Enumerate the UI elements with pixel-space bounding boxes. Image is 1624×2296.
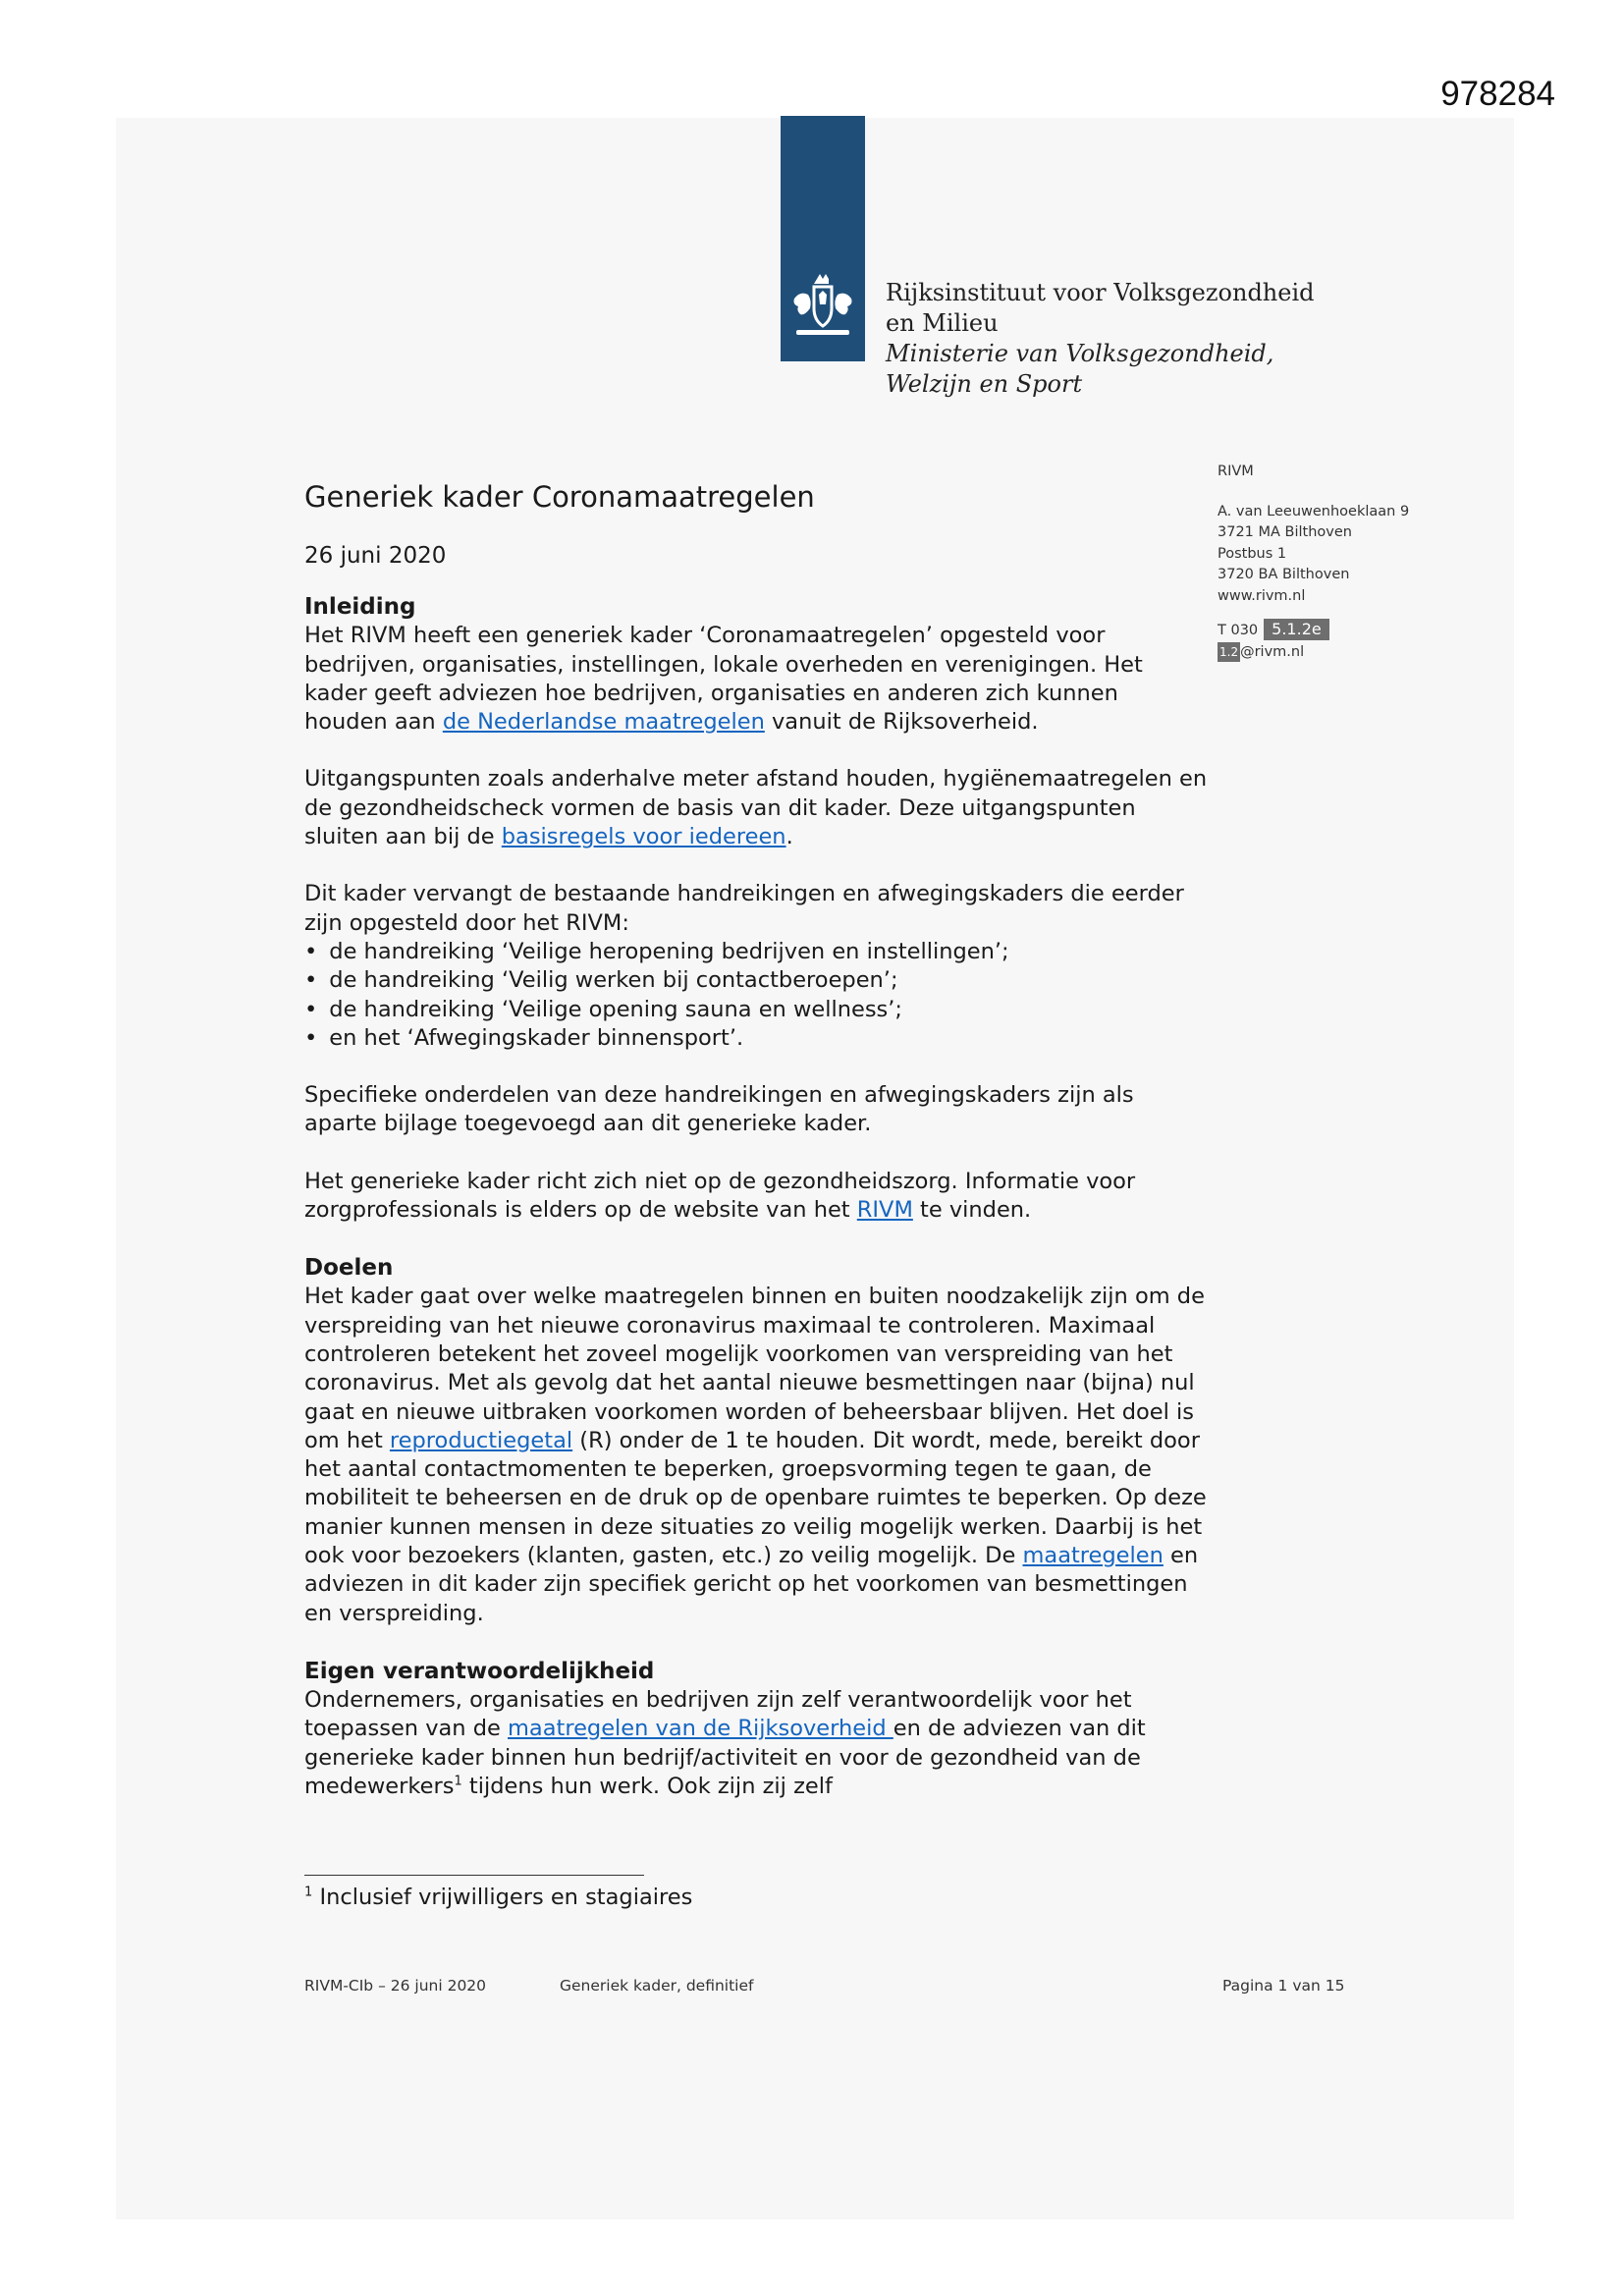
document-title: Generiek kader Coronamaatregelen [304,480,815,514]
list-item: • en het ‘Afwegingskader binnensport’. [304,1024,1208,1053]
list-item: • de handreiking ‘Veilige heropening bedrijven en instellingen’; [304,938,1208,966]
document-id: 978284 [1440,75,1555,113]
paragraph: Uitgangspunten zoals anderhalve meter afstand houden, hygiënemaatregelen en de gezondheidscheck vormen de basis van dit kader. Deze uitgangspunten sluiten aan bij de basisregels voor iedereen. [304,766,1208,850]
link-basisregels[interactable]: basisregels voor iedereen [501,824,786,850]
footer-center: Generiek kader, definitief [560,1977,754,1995]
address-line: 3721 MA Bilthoven [1218,524,1352,540]
email-line [1218,642,1409,664]
institute-name-line2: en Milieu [886,309,999,337]
paragraph: Specifieke onderdelen van deze handreikingen en afwegingskaders zijn als aparte bijlage toegevoegd aan dit generieke kader. [304,1082,1134,1137]
handreikingen-list [304,938,1208,1053]
phone-prefix: T 030 [1218,623,1259,638]
footnote-number: 1 [304,1885,313,1900]
paragraph: Het RIVM heeft een generiek kader ‘Coronamaatregelen’ opgesteld voor bedrijven, organisaties, instellingen, lokale overheden en verenigingen. Het kader geeft adviezen hoe bedrijven, organisaties en anderen zich kunnen houden aan de Nederlandse maatregelen vanuit de Rijksoverheid. [304,623,1143,736]
website-line: www.rivm.nl [1218,587,1306,604]
document-body [304,479,1208,1830]
footnote-text: Inclusief vrijwilligers en stagiaires [319,1885,693,1910]
footnote [304,1883,692,1912]
government-logo-bar [781,116,865,361]
phone-line [1218,619,1409,642]
list-item: • de handreiking ‘Veilige opening sauna en wellness’; [304,996,1208,1024]
section-heading-inleiding: Inleiding [304,594,416,621]
list-item: • de handreiking ‘Veilig werken bij contactberoepen’; [304,966,1208,995]
section-heading-eigen-verantwoordelijkheid: Eigen verantwoordelijkheid [304,1658,655,1684]
institute-name-block [886,278,1315,400]
institute-name-line1: Rijksinstituut voor Volksgezondheid [886,279,1315,306]
ministry-name-line2: Welzijn en Sport [886,370,1083,398]
section-heading-doelen: Doelen [304,1255,394,1282]
footnote-marker[interactable]: 1 [454,1774,462,1789]
link-maatregelen-rijksoverheid[interactable]: maatregelen van de Rijksoverheid [508,1716,893,1742]
paragraph: Ondernemers, organisaties en bedrijven zijn zelf verantwoordelijk voor het toepassen van de maatregelen van de Rijksoverheid en de adviezen van dit generieke kader binnen hun bedrijf/activiteit en voor de gezondheid van de medewerkers$^1$ tijdens hun werk. Ook zijn zij zelf [304,1686,1146,1799]
paragraph: Het generieke kader richt zich niet op de gezondheidszorg. Informatie voor zorgprofessionals is elders op de website van het RIVM te vinden. [304,1168,1136,1224]
paragraph: Het kader gaat over welke maatregelen binnen en buiten noodzakelijk zijn om de verspreiding van het nieuwe coronavirus maximaal te controleren. Maximaal controleren betekent het zoveel mogelijk voorkomen van verspreiding van het coronavirus. Met als gevolg dat het aantal nieuwe besmettingen naar (bijna) nul gaat en nieuwe uitbraken voorkomen worden of beheersbaar blijven. Het doel is om het reproductiegetal (R) onder de 1 te houden. Dit wordt, mede, bereikt door het aantal contactmomenten te beperken, groepsvorming tegen te gaan, de mobiliteit te beheersen en de druk op de openbare ruimtes te beperken. Op deze manier kunnen mensen in deze situaties zo veilig mogelijk werken. Daarbij is het ook voor bezoekers (klanten, gasten, etc.) zo veilig mogelijk. De maatregelen en adviezen in dit kader zijn specifiek gericht op het voorkomen van besmettingen en verspreiding. [304,1284,1207,1626]
link-nederlandse-maatregelen[interactable]: de Nederlandse maatregelen [442,709,765,736]
address-line: Postbus 1 [1218,545,1287,562]
ministry-name-line1: Ministerie van Volksgezondheid, [886,340,1274,367]
address-line: 3720 BA Bilthoven [1218,567,1350,582]
link-rivm[interactable]: RIVM [856,1197,913,1224]
footnote-divider [304,1875,644,1876]
coat-of-arms-icon [788,273,857,342]
link-reproductiegetal[interactable]: reproductiegetal [389,1427,573,1453]
address-line: A. van Leeuwenhoeklaan 9 [1218,503,1410,519]
paragraph: Dit kader vervangt de bestaande handreikingen en afwegingskaders die eerder zijn opgesteld door het RIVM: [304,881,1184,936]
phone-redaction: 5.1.2e [1264,619,1329,640]
sender-org: RIVM [1218,464,1254,479]
email-suffix: @rivm.nl [1240,643,1305,660]
link-maatregelen[interactable]: maatregelen [1022,1543,1164,1569]
sender-address-block [1218,462,1409,663]
email-redaction: 1.2 [1218,642,1240,662]
footer-page-number: Pagina 1 van 15 [1222,1977,1345,1995]
footer-left: RIVM-CIb – 26 juni 2020 [304,1977,487,1995]
document-date: 26 juni 2020 [304,543,447,569]
